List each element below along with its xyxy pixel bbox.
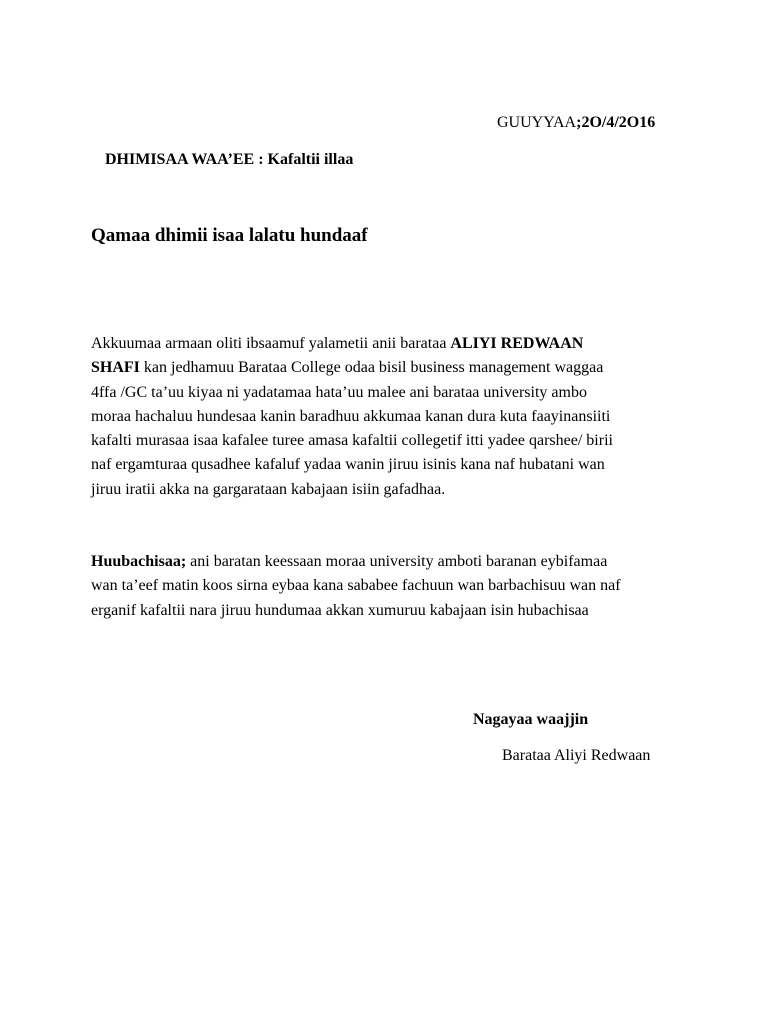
paragraph-text: Akkuumaa armaan oliti ibsaamuf yalametii anii baratаа bbox=[91, 335, 451, 352]
student-name-bold: SHAFI bbox=[91, 359, 140, 377]
body-paragraph-1 bbox=[91, 332, 681, 502]
paragraph-line: wan ta’eef matin koos sirna eybaa kana sababee fachuun wan barbachisuu wan naf bbox=[91, 577, 621, 595]
date-value: ;2O/4/2O16 bbox=[576, 114, 656, 131]
paragraph-line: moraa hachaluu hundesaa kanin baradhuu akkumaa kanan dura kuta faayinansiiti bbox=[91, 407, 611, 425]
paragraph-lead-bold: Huubachisaa; bbox=[91, 553, 187, 570]
body-paragraph-2 bbox=[91, 550, 681, 623]
paragraph-line bbox=[91, 356, 681, 380]
paragraph-line: naf ergamturaa qusadhee kafaluf yadaa wanin jiruu isinis kana naf hubatani wan bbox=[91, 456, 605, 474]
salutation: Qamaa dhimii isaa lalatu hundaaf bbox=[91, 225, 368, 246]
paragraph-text: kan jedhamuu Barataa College odaa bisil business management waggaa bbox=[139, 359, 604, 377]
student-name-bold: ALIYI REDWAAN bbox=[450, 335, 584, 352]
date-line bbox=[497, 114, 655, 132]
paragraph-line: kafalti murasaa isaa kafalee turee amasa kafaltii collegetif itti yadee qarshee/ birii bbox=[91, 432, 613, 450]
paragraph-line: 4ffa /GC ta’uu kiyaa ni yadatamaa hata’uu malee ani barataa university ambo bbox=[91, 383, 587, 401]
subject-line: DHIMISAA WAA’EE : Kafaltii illaa bbox=[105, 151, 354, 168]
date-label: GUUYYAA bbox=[497, 114, 577, 131]
closing-line: Nagayaa waajjin bbox=[473, 711, 589, 728]
paragraph-line bbox=[91, 550, 681, 574]
paragraph-line: jiruu iratii akka na gargarataan kabajaan isiin gafadhaa. bbox=[91, 480, 446, 498]
signature-line: Barataa Aliyi Redwaan bbox=[502, 747, 651, 764]
paragraph-text: ani baratan keessaan moraa university amboti baranan eybifamaa bbox=[186, 553, 608, 570]
paragraph-line: erganif kafaltii nara jiruu hundumaa akkan xumuruu kabajaan isin hubachisaa bbox=[91, 601, 589, 619]
paragraph-line bbox=[91, 332, 681, 356]
